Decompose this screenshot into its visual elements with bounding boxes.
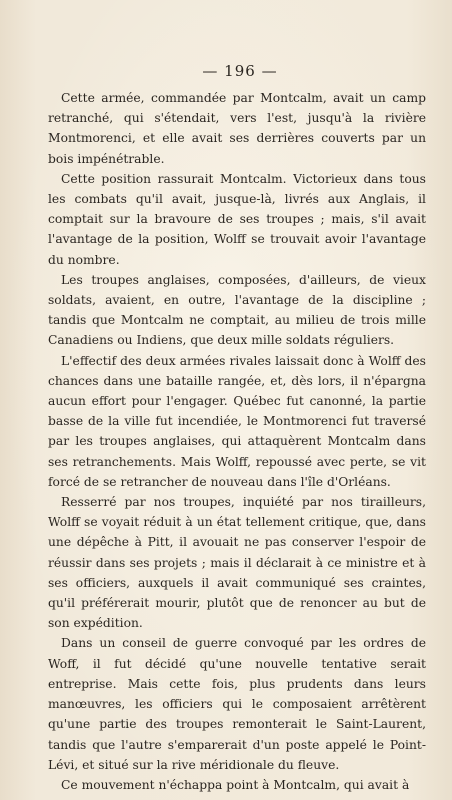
paragraph: Ce mouvement n'échappa point à Montcalm, qui avait à — [61, 777, 410, 792]
paragraph: L'effectif des deux armées rivales laissait donc à Wolff des chances dans une bataille rangée, et, dès lors, il n'épargna aucun effort pour l'engager. Québec fut canonné, la partie basse de la ville fut incendiée, le Montmorenci fut traversé par les troupes anglaises, qui attaquèrent Montcalm dans ses retranchements. Mais Wolff, repoussé avec perte, se vit forcé de se retrancher de nouveau dans l'île d'Orléans. — [48, 353, 426, 489]
paragraph: Les troupes anglaises, composées, d'ailleurs, de vieux soldats, avaient, en outre, l'avantage de la discipline ; tandis que Montcalm ne comptait, au milieu de trois mille Canadiens ou Indiens, que deux mille soldats réguliers. — [48, 272, 426, 348]
paragraph: Dans un conseil de guerre convoqué par les ordres de Woff, il fut décidé qu'une nouvelle tentative serait entreprise. Mais cette fois, plus prudents dans leurs manœuvres, les officiers qui le composaient arrêtèrent qu'une partie des troupes remonterait le Saint-Laurent, tandis que l'autre s'emparerait d'un poste appelé le Point-Lévi, et situé sur la rive méridionale du fleuve. — [48, 636, 426, 772]
page-number: — 196 — — [202, 62, 278, 80]
paragraph: Cette armée, commandée par Montcalm, avait un camp retranché, qui s'étendait, vers l'est, jusqu'à la rivière Montmorenci, et elle avait ses derrières couverts par un bois impénétrable. — [48, 91, 426, 166]
paragraph: Resserré par nos troupes, inquiété par nos tirailleurs, Wolff se voyait réduit à un état tellement critique, que, dans une dépêche à Pitt, il avouait ne pas conserver l'espoir de réussir dans ses projets ; mais il déclarait à ce ministre et à ses officiers, auxquels il avait communiqué ses craintes, qu'il préférerait mourir, plutôt que de renoncer au but de son expédition. — [48, 495, 426, 631]
paragraph: Cette position rassurait Montcalm. Victorieux dans tous les combats qu'il avait, jusque-là, livrés aux Anglais, il comptait sur la bravoure de ses troupes ; mais, s'il avait l'avantage de la position, Wolff se trouvait avoir l'avantage du nombre. — [48, 171, 426, 267]
